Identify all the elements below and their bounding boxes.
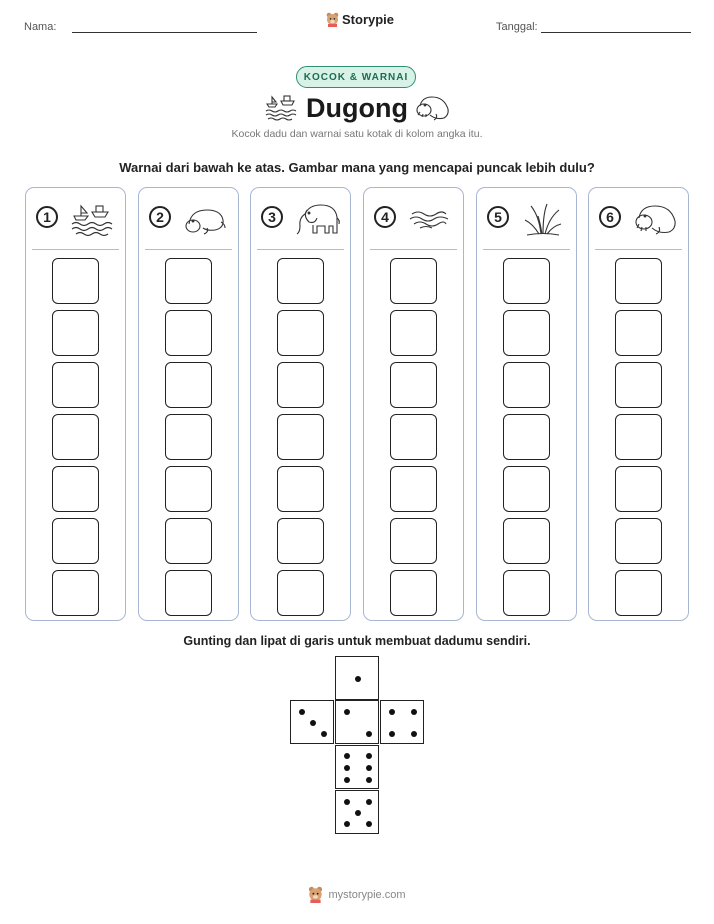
color-box[interactable]: [503, 310, 550, 356]
column-number: 4: [374, 206, 396, 228]
name-line[interactable]: [72, 32, 257, 33]
elephant-icon: [293, 200, 341, 238]
color-box[interactable]: [52, 258, 99, 304]
subtitle: Kocok dadu dan warnai satu kotak di kolom angka itu.: [231, 128, 483, 140]
column-6: [588, 187, 689, 621]
color-box[interactable]: [615, 258, 662, 304]
column-divider: [483, 249, 570, 250]
dugong-icon: [414, 92, 452, 122]
seaweed-icon: [406, 200, 454, 238]
instructions: Warnai dari bawah ke atas. Gambar mana yang mencapai puncak lebih dulu?: [119, 160, 595, 175]
color-box[interactable]: [52, 570, 99, 616]
bear-icon: [326, 12, 339, 27]
color-box[interactable]: [277, 518, 324, 564]
color-box[interactable]: [52, 414, 99, 460]
dice-face-two: [335, 700, 379, 744]
brand-logo: [326, 12, 394, 27]
color-box[interactable]: [52, 362, 99, 408]
dice-face-three: [290, 700, 334, 744]
color-box[interactable]: [615, 362, 662, 408]
column-number: 5: [487, 206, 509, 228]
color-box[interactable]: [503, 518, 550, 564]
color-box[interactable]: [390, 518, 437, 564]
color-box[interactable]: [390, 310, 437, 356]
column-5: [476, 187, 577, 621]
column-3: [250, 187, 351, 621]
column-divider: [32, 249, 119, 250]
color-box[interactable]: [52, 466, 99, 512]
color-box[interactable]: [390, 362, 437, 408]
color-box[interactable]: [165, 414, 212, 460]
color-box[interactable]: [615, 310, 662, 356]
color-box[interactable]: [615, 570, 662, 616]
color-box[interactable]: [277, 570, 324, 616]
column-1: [25, 187, 126, 621]
dice-face-six: [335, 745, 379, 789]
color-box[interactable]: [503, 570, 550, 616]
color-box[interactable]: [390, 258, 437, 304]
column-divider: [145, 249, 232, 250]
dice-net[interactable]: [290, 656, 424, 836]
color-box[interactable]: [165, 310, 212, 356]
date-label: Tanggal:: [496, 21, 538, 33]
dice-instructions: Gunting dan lipat di garis untuk membuat dadumu sendiri.: [183, 634, 531, 648]
activity-tag: KOCOK & WARNAI: [296, 66, 416, 88]
color-box[interactable]: [165, 362, 212, 408]
color-box[interactable]: [52, 310, 99, 356]
column-number: 3: [261, 206, 283, 228]
color-box[interactable]: [277, 466, 324, 512]
column-2: [138, 187, 239, 621]
color-box[interactable]: [503, 362, 550, 408]
color-box[interactable]: [165, 258, 212, 304]
page-title: Dugong: [306, 93, 408, 123]
color-box[interactable]: [503, 466, 550, 512]
column-number: 2: [149, 206, 171, 228]
color-box[interactable]: [503, 258, 550, 304]
color-box[interactable]: [165, 570, 212, 616]
footer-url[interactable]: mystorypie.com: [328, 888, 406, 901]
seagrass-icon: [519, 200, 567, 238]
column-divider: [595, 249, 682, 250]
manatee-icon: [181, 200, 229, 238]
dice-face-five: [335, 790, 379, 834]
footer: [0, 886, 714, 903]
name-label: Nama:: [24, 21, 57, 33]
date-line[interactable]: [541, 32, 691, 33]
color-box[interactable]: [390, 466, 437, 512]
color-box[interactable]: [277, 258, 324, 304]
color-box[interactable]: [615, 466, 662, 512]
dice-face-four: [380, 700, 424, 744]
color-box[interactable]: [52, 518, 99, 564]
brand-name: Storypie: [342, 12, 395, 27]
color-box[interactable]: [277, 414, 324, 460]
column-4: [363, 187, 464, 621]
color-box[interactable]: [165, 518, 212, 564]
bear-icon: [308, 886, 323, 903]
column-divider: [257, 249, 344, 250]
dice-face-one: [335, 656, 379, 700]
color-box[interactable]: [503, 414, 550, 460]
color-box[interactable]: [390, 414, 437, 460]
color-box[interactable]: [390, 570, 437, 616]
color-box[interactable]: [615, 518, 662, 564]
boats-icon: [68, 200, 116, 238]
color-box[interactable]: [277, 310, 324, 356]
color-box[interactable]: [615, 414, 662, 460]
column-divider: [370, 249, 457, 250]
dugong-icon: [631, 200, 679, 238]
column-number: 1: [36, 206, 58, 228]
column-number: 6: [599, 206, 621, 228]
color-box[interactable]: [277, 362, 324, 408]
color-box[interactable]: [165, 466, 212, 512]
